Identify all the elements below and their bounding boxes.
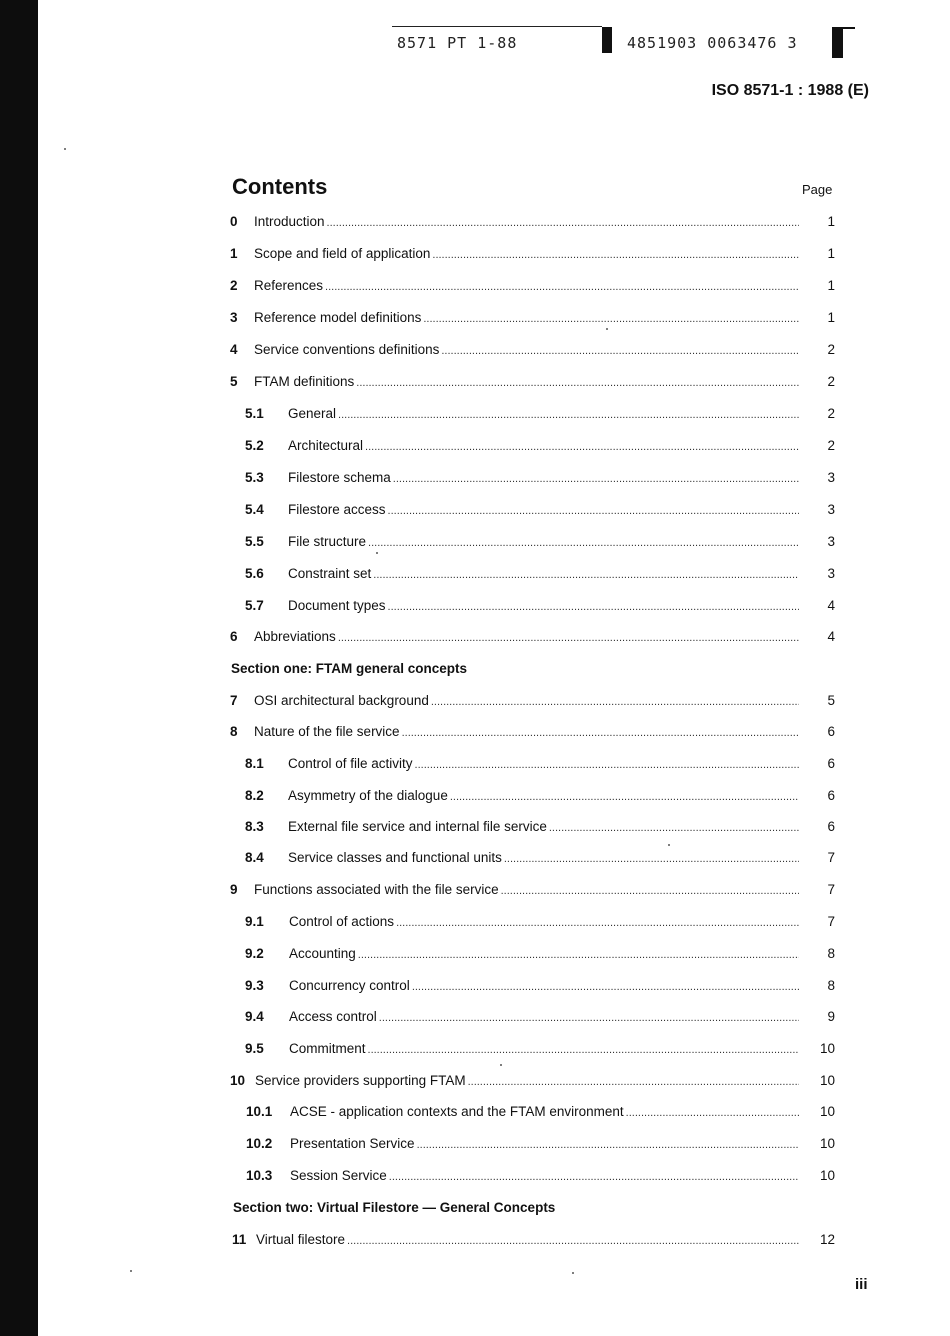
- toc-title: Nature of the file service: [254, 724, 400, 739]
- section-heading: Section one: FTAM general concepts: [231, 661, 468, 676]
- toc-page: 2: [827, 406, 835, 421]
- toc-number: 9.3: [245, 978, 264, 993]
- toc-page: 3: [827, 470, 835, 485]
- toc-title: Virtual filestore: [256, 1232, 346, 1247]
- scan-speck: [500, 1064, 502, 1066]
- toc-page: 2: [827, 438, 835, 453]
- toc-number: 10: [230, 1073, 246, 1088]
- leader-dots: [626, 1107, 799, 1119]
- toc-title: General: [288, 406, 337, 421]
- toc-entry[interactable]: [230, 882, 835, 900]
- leader-dots: [356, 377, 799, 389]
- toc-number: 5.7: [245, 598, 264, 613]
- scan-speck: [130, 1270, 132, 1272]
- toc-title: Session Service: [290, 1168, 387, 1183]
- toc-number: 8.1: [245, 756, 264, 771]
- toc-number: 8: [230, 724, 238, 739]
- toc-subentry[interactable]: [245, 756, 835, 774]
- toc-number: 8.3: [245, 819, 264, 834]
- leader-dots: [402, 727, 799, 739]
- toc-entry[interactable]: [232, 1232, 835, 1250]
- leader-dots: [347, 1235, 799, 1247]
- toc-subentry[interactable]: [245, 788, 835, 806]
- toc-title: Control of file activity: [288, 756, 413, 771]
- toc-page: 7: [827, 914, 835, 929]
- toc-entry[interactable]: [230, 629, 835, 647]
- leader-dots: [412, 981, 799, 993]
- toc-page: 10: [819, 1073, 835, 1088]
- barcode-mark-cap: [843, 27, 855, 29]
- leader-dots: [431, 696, 799, 708]
- leader-dots: [388, 505, 799, 517]
- toc-title: Reference model definitions: [254, 310, 422, 325]
- leader-dots: [415, 759, 799, 771]
- toc-page: 10: [819, 1136, 835, 1151]
- toc-number: 3: [230, 310, 238, 325]
- toc-number: 9: [230, 882, 238, 897]
- toc-title: Asymmetry of the dialogue: [288, 788, 448, 803]
- toc-title: OSI architectural background: [254, 693, 429, 708]
- toc-number: 10.2: [246, 1136, 273, 1151]
- toc-number: 5.5: [245, 534, 264, 549]
- toc-subentry[interactable]: [245, 819, 835, 837]
- toc-subentry[interactable]: [246, 1168, 835, 1186]
- leader-dots: [423, 313, 799, 325]
- leader-dots: [368, 1044, 799, 1056]
- leader-dots: [325, 281, 799, 293]
- page-folio: iii: [855, 1276, 868, 1293]
- toc-number: 9.4: [245, 1009, 264, 1024]
- toc-page: 3: [827, 534, 835, 549]
- section-heading: Section two: Virtual Filestore — General Concepts: [233, 1200, 556, 1215]
- toc-page: 1: [827, 278, 835, 293]
- leader-dots: [432, 249, 799, 261]
- toc-number: 5.6: [245, 566, 264, 581]
- leader-dots: [365, 441, 799, 453]
- toc-title: Functions associated with the file service: [254, 882, 499, 897]
- toc-number: 9.1: [245, 914, 264, 929]
- toc-entry[interactable]: [230, 310, 835, 328]
- toc-title: FTAM definitions: [254, 374, 355, 389]
- leader-dots: [441, 345, 799, 357]
- leader-dots: [389, 1171, 799, 1183]
- leader-dots: [379, 1012, 799, 1024]
- toc-page: 10: [819, 1168, 835, 1183]
- toc-entry[interactable]: [230, 693, 835, 711]
- toc-number: 0: [230, 214, 238, 229]
- document-code: 8571 PT 1-88: [397, 34, 518, 52]
- toc-subentry[interactable]: [245, 946, 835, 964]
- toc-page: 3: [827, 566, 835, 581]
- toc-title: Service conventions definitions: [254, 342, 440, 357]
- toc-subentry[interactable]: [245, 438, 835, 456]
- toc-title: Filestore schema: [288, 470, 391, 485]
- toc-number: 9.2: [245, 946, 264, 961]
- barcode-mark-right: [832, 27, 843, 58]
- toc-page: 6: [827, 788, 835, 803]
- toc-page: 2: [827, 374, 835, 389]
- catalog-number: 4851903 0063476 3: [627, 34, 798, 52]
- leader-dots: [388, 601, 799, 613]
- toc-page: 6: [827, 819, 835, 834]
- toc-page: 1: [827, 214, 835, 229]
- scan-speck: [668, 844, 670, 846]
- toc-entry[interactable]: [230, 342, 835, 360]
- toc-subentry[interactable]: [245, 502, 835, 520]
- toc-title: Control of actions: [289, 914, 395, 929]
- toc-page: 10: [819, 1041, 835, 1056]
- page-column-label: Page: [802, 182, 833, 197]
- header-rule: [392, 26, 602, 27]
- leader-dots: [338, 409, 799, 421]
- toc-title: References: [254, 278, 324, 293]
- leader-dots: [549, 822, 799, 834]
- toc-entry[interactable]: [230, 214, 835, 232]
- leader-dots: [393, 473, 799, 485]
- toc-number: 5.4: [245, 502, 264, 517]
- toc-page: 10: [819, 1104, 835, 1119]
- leader-dots: [396, 917, 799, 929]
- toc-subentry[interactable]: [246, 1104, 835, 1122]
- leader-dots: [368, 537, 799, 549]
- toc-title: Presentation Service: [290, 1136, 415, 1151]
- toc-title: ACSE - application contexts and the FTAM environment: [290, 1104, 624, 1119]
- toc-title: Concurrency control: [289, 978, 410, 993]
- toc-subentry[interactable]: [245, 978, 835, 996]
- toc-page: 8: [827, 978, 835, 993]
- scan-speck: [64, 148, 66, 150]
- toc-subentry[interactable]: [245, 914, 835, 932]
- toc-page: 12: [819, 1232, 835, 1247]
- toc-subentry[interactable]: [245, 406, 835, 424]
- toc-number: 7: [230, 693, 238, 708]
- leader-dots: [450, 791, 799, 803]
- toc-title: Scope and field of application: [254, 246, 431, 261]
- toc-page: 1: [827, 246, 835, 261]
- toc-number: 5.1: [245, 406, 264, 421]
- toc-number: 8.4: [245, 850, 264, 865]
- toc-number: 1: [230, 246, 238, 261]
- toc-page: 5: [827, 693, 835, 708]
- toc-title: Introduction: [254, 214, 325, 229]
- toc-title: Constraint set: [288, 566, 372, 581]
- toc-page: 7: [827, 850, 835, 865]
- toc-subentry[interactable]: [245, 566, 835, 584]
- toc-entry[interactable]: [230, 374, 835, 392]
- scan-speck: [606, 328, 608, 330]
- toc-page: 2: [827, 342, 835, 357]
- toc-subentry[interactable]: [245, 850, 835, 868]
- toc-subentry[interactable]: [245, 534, 835, 552]
- standard-identifier: ISO 8571-1 : 1988 (E): [711, 82, 869, 99]
- leader-dots: [338, 632, 799, 644]
- scan-speck: [376, 552, 378, 554]
- toc-page: 6: [827, 724, 835, 739]
- scan-edge: [0, 0, 38, 1336]
- toc-page: 4: [827, 598, 835, 613]
- toc-number: 4: [230, 342, 238, 357]
- toc-title: Abbreviations: [254, 629, 336, 644]
- toc-title: Document types: [288, 598, 386, 613]
- leader-dots: [358, 949, 799, 961]
- leader-dots: [504, 853, 799, 865]
- contents-heading: Contents: [232, 174, 328, 199]
- toc-page: 8: [827, 946, 835, 961]
- toc-page: 7: [827, 882, 835, 897]
- toc-number: 2: [230, 278, 238, 293]
- toc-page: 3: [827, 502, 835, 517]
- toc-title: Architectural: [288, 438, 364, 453]
- toc-page: 6: [827, 756, 835, 771]
- toc-title: Commitment: [289, 1041, 366, 1056]
- toc-number: 10.3: [246, 1168, 273, 1183]
- toc-title: External file service and internal file service: [288, 819, 547, 834]
- toc-subentry[interactable]: [245, 1009, 835, 1027]
- toc-title: Service classes and functional units: [288, 850, 502, 865]
- toc-title: File structure: [288, 534, 367, 549]
- toc-subentry[interactable]: [245, 1041, 835, 1059]
- toc-number: 11: [232, 1232, 247, 1247]
- toc-page: 4: [827, 629, 835, 644]
- toc-subentry[interactable]: [246, 1136, 835, 1154]
- leader-dots: [501, 885, 799, 897]
- leader-dots: [327, 217, 799, 229]
- scan-speck: [572, 1272, 574, 1274]
- leader-dots: [468, 1076, 799, 1088]
- toc-entry[interactable]: [230, 1073, 835, 1091]
- toc-entry[interactable]: [230, 724, 835, 742]
- toc-title: Access control: [289, 1009, 377, 1024]
- barcode-mark-left: [602, 27, 612, 53]
- leader-dots: [373, 569, 799, 581]
- leader-dots: [417, 1139, 799, 1151]
- toc-page: 1: [827, 310, 835, 325]
- toc-title: Accounting: [289, 946, 356, 961]
- toc-entry[interactable]: [230, 246, 835, 264]
- toc-number: 10.1: [246, 1104, 273, 1119]
- toc-entry[interactable]: [230, 278, 835, 296]
- toc-number: 5.3: [245, 470, 264, 485]
- toc-number: 5.2: [245, 438, 264, 453]
- toc-number: 6: [230, 629, 238, 644]
- toc-number: 9.5: [245, 1041, 264, 1056]
- toc-subentry[interactable]: [245, 470, 835, 488]
- toc-page: 9: [827, 1009, 835, 1024]
- toc-number: 8.2: [245, 788, 264, 803]
- toc-title: Service providers supporting FTAM: [255, 1073, 466, 1088]
- toc-number: 5: [230, 374, 238, 389]
- toc-subentry[interactable]: [245, 598, 835, 616]
- toc-title: Filestore access: [288, 502, 386, 517]
